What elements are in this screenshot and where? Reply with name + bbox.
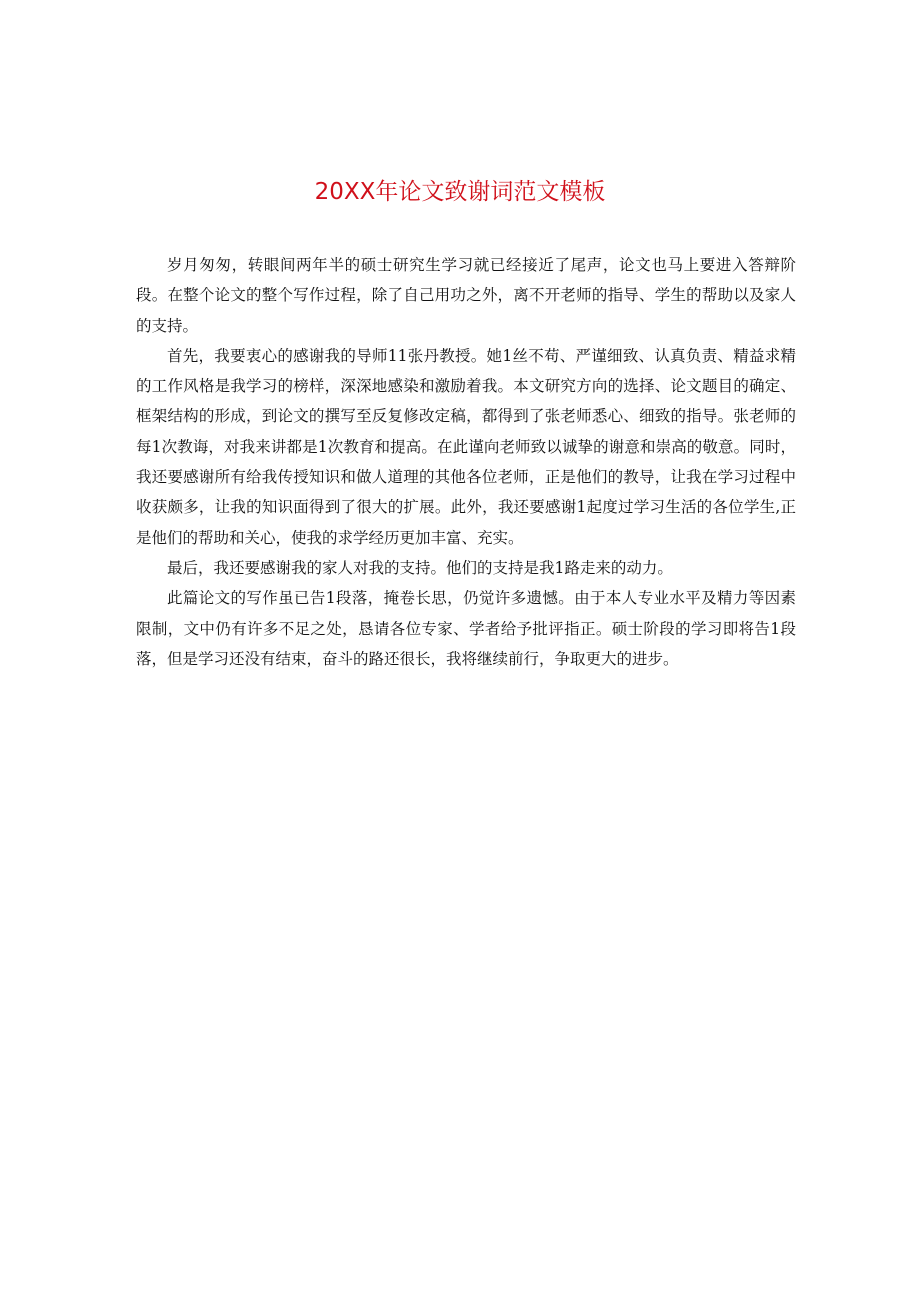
document-title: 20XX年论文致谢词范文模板 — [314, 179, 606, 205]
paragraph-conclusion: 此篇论文的写作虽已告1段落，掩卷长思，仍觉许多遗憾。由于本人专业水平及精力等因素限制，文中仍有许多不足之处，恳请各位专家、学者给予批评指正。硕士阶段的学习即将告1段落，但是学习还没有结束，奋斗的路还很长，我将继续前行，争取更大的进步。 — [136, 589, 796, 668]
paragraph-thanks-advisor: 首先，我要衷心的感谢我的导师11张丹教授。她1丝不苟、严谨细致、认真负责、精益求精的工作风格是我学习的榜样，深深地感染和激励着我。本文研究方向的选择、论文题目的确定、框架结构的形成，到论文的撰写至反复修改定稿，都得到了张老师悉心、细致的指导。张老师的每1次教诲，对我来讲都是1次教育和提高。在此谨向老师致以诚挚的谢意和崇高的敬意。同时，我还要感谢所有给我传授知识和做人道理的其他各位老师，正是他们的教导，让我在学习过程中收获颇多，让我的知识面得到了很大的扩展。此外，我还要感谢1起度过学习生活的各位学生,正是他们的帮助和关心，使我的求学经历更加丰富、充实。 — [136, 346, 796, 547]
paragraph-thanks-family: 最后，我还要感谢我的家人对我的支持。他们的支持是我1路走来的动力。 — [167, 558, 673, 577]
paragraph-intro: 岁月匆匆，转眼间两年半的硕士研究生学习就已经接近了尾声，论文也马上要进入答辩阶段。在整个论文的整个写作过程，除了自己用功之外，离不开老师的指导、学生的帮助以及家人的支持。 — [136, 256, 796, 335]
document-body — [136, 250, 796, 674]
